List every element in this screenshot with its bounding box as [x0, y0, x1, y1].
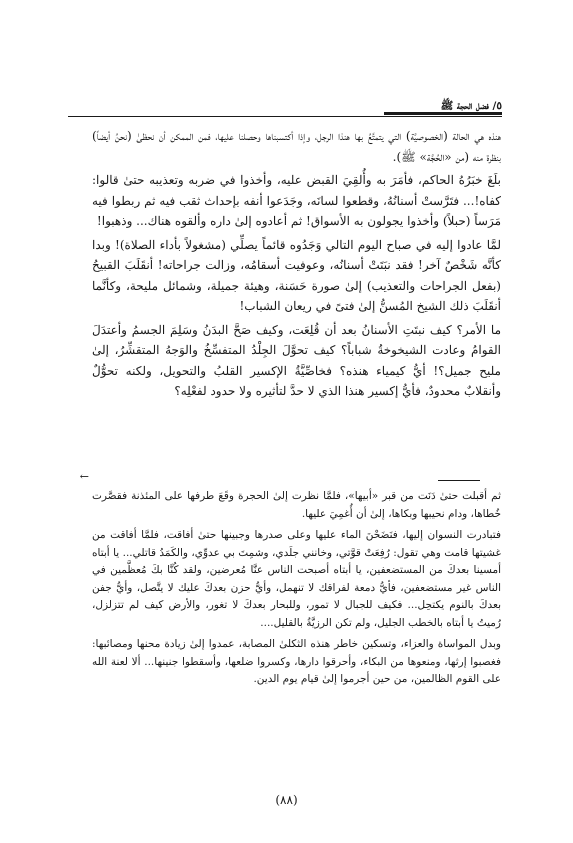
main-paragraph-1: هنذه هي الحالة (الخصوصيَّة) التي يتمتَّعُ بها هنذا الرجل، وإذا أكتسبناها وحصلنا عليها، فمن الممكن أن نحظىٰ (نحنُ أيضاً) بنظرة منه (من «الحُجَّة» ﷺ).	[92, 129, 501, 164]
header-label: ٥/ فضل الحجة ﷺ	[440, 100, 502, 112]
running-header	[68, 98, 502, 117]
footnote-paragraph-2: فتبادرت النسوان إليها، فنَضَحْنَ الماء عليها وعلى صدرها وجبينها حتىٰ أفاقت، فلمَّا أفاقت من غشيتها قامت وهي تقول: رُفِعَتْ قوَّتي، وخانني جلَدي، وشمِتَ بي عدوِّي، والكَمَدُ قاتلي... يا أبتاه أمسينا بعدكَ من المستضعفين، يا أبتاه أصبحت الناس عنَّا مُعرضين، ولقد كُنَّا بكَ مُعظَّمين في الناس غير مستضعفين، فأيُّ دمعة لفراقك لا تنهمل، وأيُّ حزن بعدكَ عليك لا يتَّصل، وأيُّ جفن بعدكَ بالنوم يكتحِل... فكيف للجبال لا تمور، وللبحار بعدكَ لا تغور، والأرض كيف لم تتزلزل، رُميتُ يا أبتاه بالخطب الجليل، ولم تكن الرزيَّةُ بالقليل....	[92, 529, 501, 629]
main-text	[92, 126, 501, 405]
main-paragraph-3: لمَّا عادوا إليه في صباح اليوم التالي وَجَدُوه قائماً يصلِّي (مشغولاً بأداء الصلاة)! وبدا كأنَّه شَخْصٌ آخر! فقد نبَتَتْ أسنانُه، وعوفيت أسقامُه، وزالت جراحاته! أنقَلَبَ القبيحُ (بفعل الجراحات والتعذيب) إلىٰ صورة حَسَنة، وهيئة جميلة، وشمائل مليحة، وكأنَّما أنقَلَبَ ذلك الشيخ المُسنُّ إلىٰ فتىً في ريعان الشباب!	[92, 237, 501, 313]
footnote-separator	[438, 480, 480, 481]
footnote-text	[92, 488, 501, 693]
footnote-paragraph-3: وبدل المواساة والعزاء، وتسكين خاطر هنذه الثكلىٰ المصابة، عمدوا إلىٰ زيادة محنها ومصائبها: فغصبوا إرثها، ومنعوها من البكاء، وأحرقوا دارها، وكسروا ضلعها، وأسقطوا جنينها... ألا لعنة الله على القوم الظالمين، من حين أجرموا إلىٰ قيام يوم الدين.	[92, 638, 501, 685]
header-tab-bar	[384, 112, 502, 115]
main-paragraph-4: ما الأمر؟ كيف نبتَتِ الأسنانُ بعد أن قُلِعَت، وكيف صَحَّ البدَنُ وسَلِمَ الجسمُ وأعتدَلَ القوامُ وعادت الشيخوخةُ شباباً؟ كيف تحوَّلَ الجِلْدُ المتفسِّخُ والوَجهُ المتقشِّرُ، إلىٰ مليح جميل؟! أيُّ كيمياء هنذه؟ فخاصِّيَّةُ الإكسير القلبُ والتحويل، ولكنه تحوُّلٌ وأنقلابٌ محدودٌ، فأيُّ إكسير هنذا الذي لا حدَّ لتأثيره ولا حدود لفعْلِه؟	[92, 322, 501, 398]
page-number: (٨٨)	[275, 793, 298, 807]
main-paragraph-2: بلَغَ خبَرُهُ الحاكم، فأمَرَ به وأُلقِيَ القبض عليه، وأخذوا في ضربه وتعذيبه حتىٰ قالوا: كفاه!... فتَرَّستْ أسنانُهُ، وقطعوا لسانَه، وجَدَعوا أنفه بإحداث ثقب فيه ثم ربطوا فيه مَرَساً (حبلاً) وأخذوا يجولون به الأسواق! ثم أعادوه إلىٰ داره وألقوه هناك... وذهبوا!	[92, 173, 501, 228]
footnote-paragraph-1: ثم أقبلت حتىٰ دَنَت من قبر «أبيها»، فلمَّا نظرت إلىٰ الحجرة وقَعَ طرفها على المئذنة فقصَّرت خُطاها، ودام نحيبها وبكاها، إلىٰ أن أُغمِيَ عليها.	[92, 490, 501, 520]
footnote-continuation-arrow: ←	[79, 470, 89, 483]
